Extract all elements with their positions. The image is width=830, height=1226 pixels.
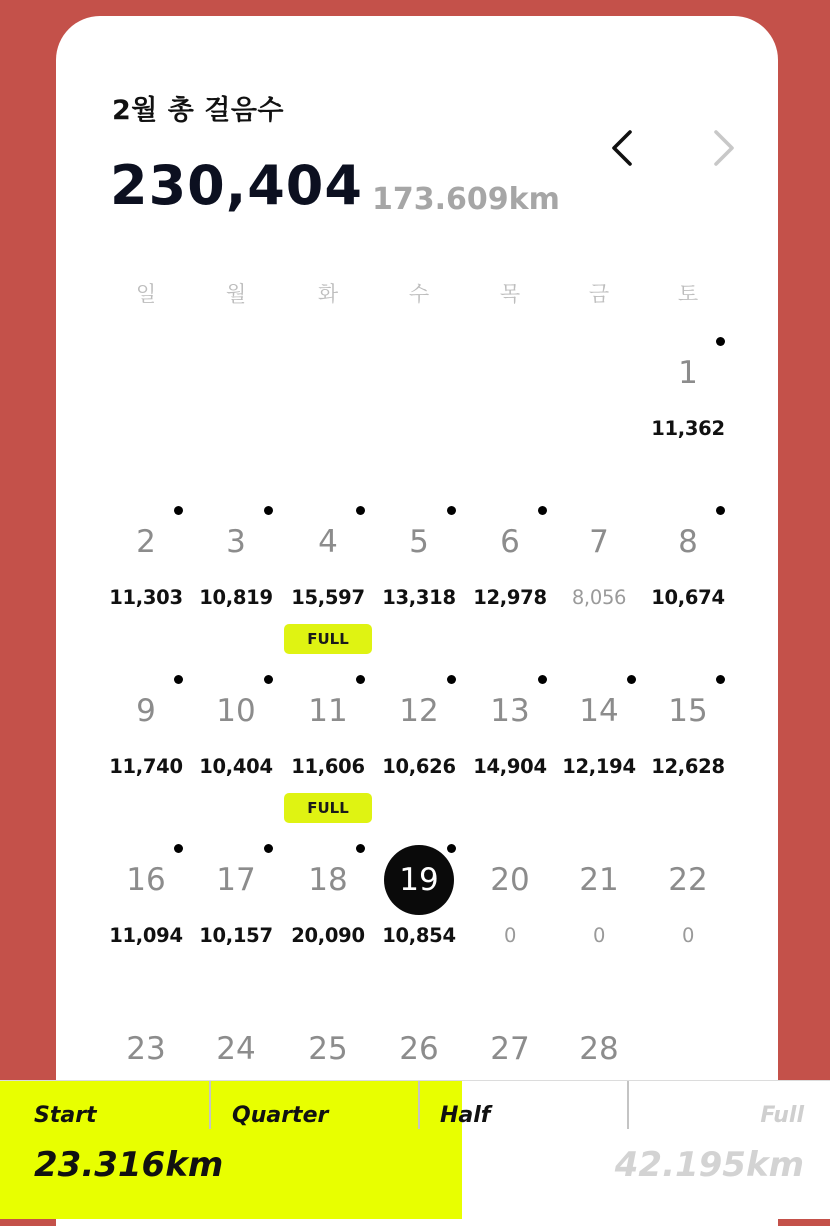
day-number: 25 bbox=[308, 1031, 348, 1067]
day-number: 2 bbox=[136, 524, 156, 560]
day-number: 26 bbox=[399, 1031, 439, 1067]
calendar-day[interactable] bbox=[286, 678, 370, 828]
calendar-day[interactable] bbox=[104, 509, 188, 659]
day-number: 27 bbox=[490, 1031, 530, 1067]
month-title: 2월 총 걸음수 bbox=[112, 95, 284, 126]
day-steps: 20,090 bbox=[291, 924, 365, 947]
day-number: 6 bbox=[500, 524, 520, 560]
calendar-card bbox=[56, 16, 778, 1226]
weekday-label: 화 bbox=[317, 282, 339, 306]
current-distance: 23.316km bbox=[34, 1145, 224, 1185]
day-steps: 11,606 bbox=[291, 755, 365, 778]
chevron-left-icon bbox=[604, 128, 644, 168]
activity-dot bbox=[447, 844, 456, 853]
calendar-day[interactable] bbox=[104, 678, 188, 828]
day-number: 10 bbox=[216, 693, 256, 729]
calendar-day[interactable] bbox=[646, 340, 730, 490]
day-number: 7 bbox=[589, 524, 609, 560]
activity-dot bbox=[716, 675, 725, 684]
day-number: 8 bbox=[678, 524, 698, 560]
weekday-label: 토 bbox=[677, 282, 699, 306]
day-steps: 13,318 bbox=[382, 586, 456, 609]
calendar-day[interactable] bbox=[468, 847, 552, 997]
activity-dot bbox=[174, 675, 183, 684]
day-number: 5 bbox=[409, 524, 429, 560]
calendar-day[interactable] bbox=[286, 509, 370, 659]
calendar-day[interactable] bbox=[286, 847, 370, 997]
marathon-progress-bar bbox=[0, 1080, 830, 1219]
goal-distance: 42.195km bbox=[614, 1145, 804, 1185]
activity-dot bbox=[264, 675, 273, 684]
day-steps: 14,904 bbox=[473, 755, 547, 778]
activity-dot bbox=[447, 506, 456, 515]
day-number: 23 bbox=[126, 1031, 166, 1067]
day-steps: 11,094 bbox=[109, 924, 183, 947]
day-steps: 10,819 bbox=[199, 586, 273, 609]
calendar-day[interactable] bbox=[646, 847, 730, 997]
activity-dot bbox=[627, 675, 636, 684]
day-number: 1 bbox=[678, 355, 698, 391]
weekday-label: 월 bbox=[225, 282, 247, 306]
milestone-start: Start bbox=[34, 1103, 97, 1128]
calendar-day[interactable] bbox=[646, 678, 730, 828]
day-steps: 11,362 bbox=[651, 417, 725, 440]
day-steps: 0 bbox=[681, 924, 695, 947]
calendar-day[interactable] bbox=[194, 678, 278, 828]
day-number: 28 bbox=[579, 1031, 619, 1067]
day-number: 4 bbox=[318, 524, 338, 560]
day-number: 14 bbox=[579, 693, 619, 729]
activity-dot bbox=[447, 675, 456, 684]
day-number: 24 bbox=[216, 1031, 256, 1067]
activity-dot bbox=[538, 675, 547, 684]
day-number: 22 bbox=[668, 862, 708, 898]
calendar-day[interactable] bbox=[557, 847, 641, 997]
day-steps: 0 bbox=[592, 924, 606, 947]
weekday-label: 일 bbox=[135, 282, 157, 306]
day-steps: 12,194 bbox=[562, 755, 636, 778]
day-number: 13 bbox=[490, 693, 530, 729]
day-number: 18 bbox=[308, 862, 348, 898]
day-number: 11 bbox=[308, 693, 348, 729]
calendar-day[interactable] bbox=[194, 847, 278, 997]
day-number: 19 bbox=[384, 845, 454, 915]
calendar-day-today[interactable] bbox=[377, 847, 461, 997]
total-steps: 230,404 bbox=[110, 154, 363, 217]
calendar-day[interactable] bbox=[377, 509, 461, 659]
day-steps: 10,626 bbox=[382, 755, 456, 778]
day-steps: 0 bbox=[503, 924, 517, 947]
segment-divider bbox=[418, 1081, 420, 1129]
day-steps: 8,056 bbox=[571, 586, 627, 609]
milestone-half: Half bbox=[440, 1103, 491, 1128]
activity-dot bbox=[716, 337, 725, 346]
weekday-label: 수 bbox=[408, 282, 430, 306]
full-badge: FULL bbox=[284, 624, 372, 654]
calendar-day[interactable] bbox=[377, 678, 461, 828]
activity-dot bbox=[356, 675, 365, 684]
segment-divider bbox=[627, 1081, 629, 1129]
activity-dot bbox=[264, 844, 273, 853]
full-badge: FULL bbox=[284, 793, 372, 823]
activity-dot bbox=[174, 844, 183, 853]
day-steps: 10,404 bbox=[199, 755, 273, 778]
day-number: 21 bbox=[579, 862, 619, 898]
activity-dot bbox=[356, 844, 365, 853]
activity-dot bbox=[538, 506, 547, 515]
next-month-button[interactable] bbox=[702, 128, 742, 168]
day-number: 3 bbox=[226, 524, 246, 560]
day-steps: 11,740 bbox=[109, 755, 183, 778]
chevron-right-icon bbox=[702, 128, 742, 168]
calendar-day[interactable] bbox=[557, 678, 641, 828]
calendar-day[interactable] bbox=[557, 509, 641, 659]
day-steps: 10,157 bbox=[199, 924, 273, 947]
day-number: 9 bbox=[136, 693, 156, 729]
day-number: 17 bbox=[216, 862, 256, 898]
milestone-quarter: Quarter bbox=[232, 1103, 329, 1128]
weekday-label: 금 bbox=[588, 282, 610, 306]
day-number: 20 bbox=[490, 862, 530, 898]
weekday-label: 목 bbox=[499, 282, 521, 306]
day-number: 15 bbox=[668, 693, 708, 729]
day-number: 16 bbox=[126, 862, 166, 898]
activity-dot bbox=[356, 506, 365, 515]
activity-dot bbox=[174, 506, 183, 515]
milestone-full: Full bbox=[760, 1103, 804, 1128]
prev-month-button[interactable] bbox=[604, 128, 644, 168]
day-steps: 10,674 bbox=[651, 586, 725, 609]
calendar-day[interactable] bbox=[104, 847, 188, 997]
calendar-day[interactable] bbox=[468, 509, 552, 659]
calendar-day[interactable] bbox=[646, 509, 730, 659]
calendar-day[interactable] bbox=[468, 678, 552, 828]
day-number: 12 bbox=[399, 693, 439, 729]
activity-dot bbox=[264, 506, 273, 515]
total-distance: 173.609km bbox=[372, 182, 560, 217]
segment-divider bbox=[209, 1081, 211, 1129]
day-steps: 10,854 bbox=[382, 924, 456, 947]
day-steps: 12,628 bbox=[651, 755, 725, 778]
activity-dot bbox=[716, 506, 725, 515]
calendar-day[interactable] bbox=[194, 509, 278, 659]
day-steps: 12,978 bbox=[473, 586, 547, 609]
day-steps: 11,303 bbox=[109, 586, 183, 609]
day-steps: 15,597 bbox=[291, 586, 365, 609]
